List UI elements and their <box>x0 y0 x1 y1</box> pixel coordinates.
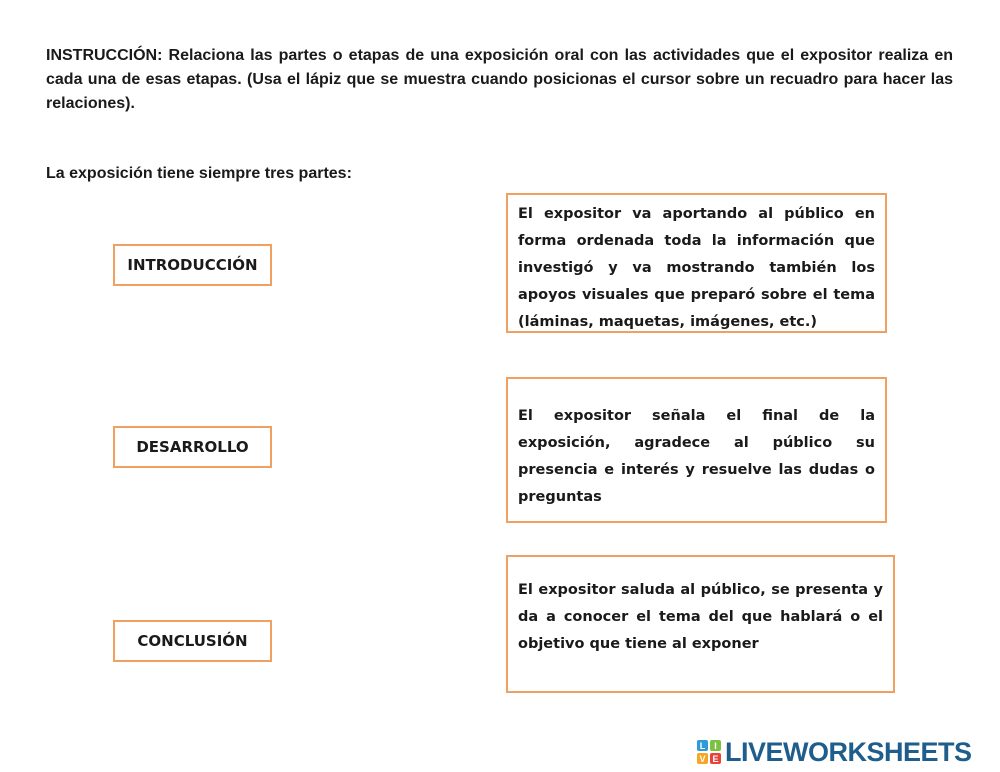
brand-name: LIVEWORKSHEETS <box>725 737 972 767</box>
activity-text: El expositor señala el final de la exposición, agradece al público su presencia e interés y resuelve las dudas o preguntas <box>518 408 875 505</box>
activity-text: El expositor va aportando al público en forma ordenada toda la información que investigó y va mostrando también los apoyos visuales que preparó sobre el tema (láminas, maquetas, imágenes, etc.) <box>518 206 875 330</box>
logo-mark-letter: L <box>697 740 708 751</box>
activity-box-introduccion-description[interactable] <box>506 555 895 693</box>
stage-label: INTRODUCCIÓN <box>127 256 258 274</box>
instruction-text: INSTRUCCIÓN: Relaciona las partes o etapas de una exposición oral con las actividades que el expositor realiza en cada una de esas etapas. (Usa el lápiz que se muestra cuando posicionas el cursor sobre un recuadro para hacer las relaciones). <box>46 47 953 112</box>
activity-box-desarrollo-description[interactable] <box>506 193 887 333</box>
activity-box-conclusion-description[interactable] <box>506 377 887 523</box>
stage-box-desarrollo[interactable] <box>113 426 272 468</box>
logo-mark-letter: E <box>710 753 721 764</box>
liveworksheets-mark-icon <box>697 740 721 764</box>
subtitle: La exposición tiene siempre tres partes: <box>46 165 352 182</box>
liveworksheets-logo <box>697 736 972 768</box>
activity-text: El expositor saluda al público, se presenta y da a conocer el tema del que hablará o el objetivo que tiene al exponer <box>518 582 883 652</box>
stage-label: CONCLUSIÓN <box>137 632 248 650</box>
stage-label: DESARROLLO <box>136 438 249 456</box>
logo-mark-letter: V <box>697 753 708 764</box>
stage-box-conclusion[interactable] <box>113 620 272 662</box>
logo-mark-letter: I <box>710 740 721 751</box>
stage-box-introduccion[interactable] <box>113 244 272 286</box>
